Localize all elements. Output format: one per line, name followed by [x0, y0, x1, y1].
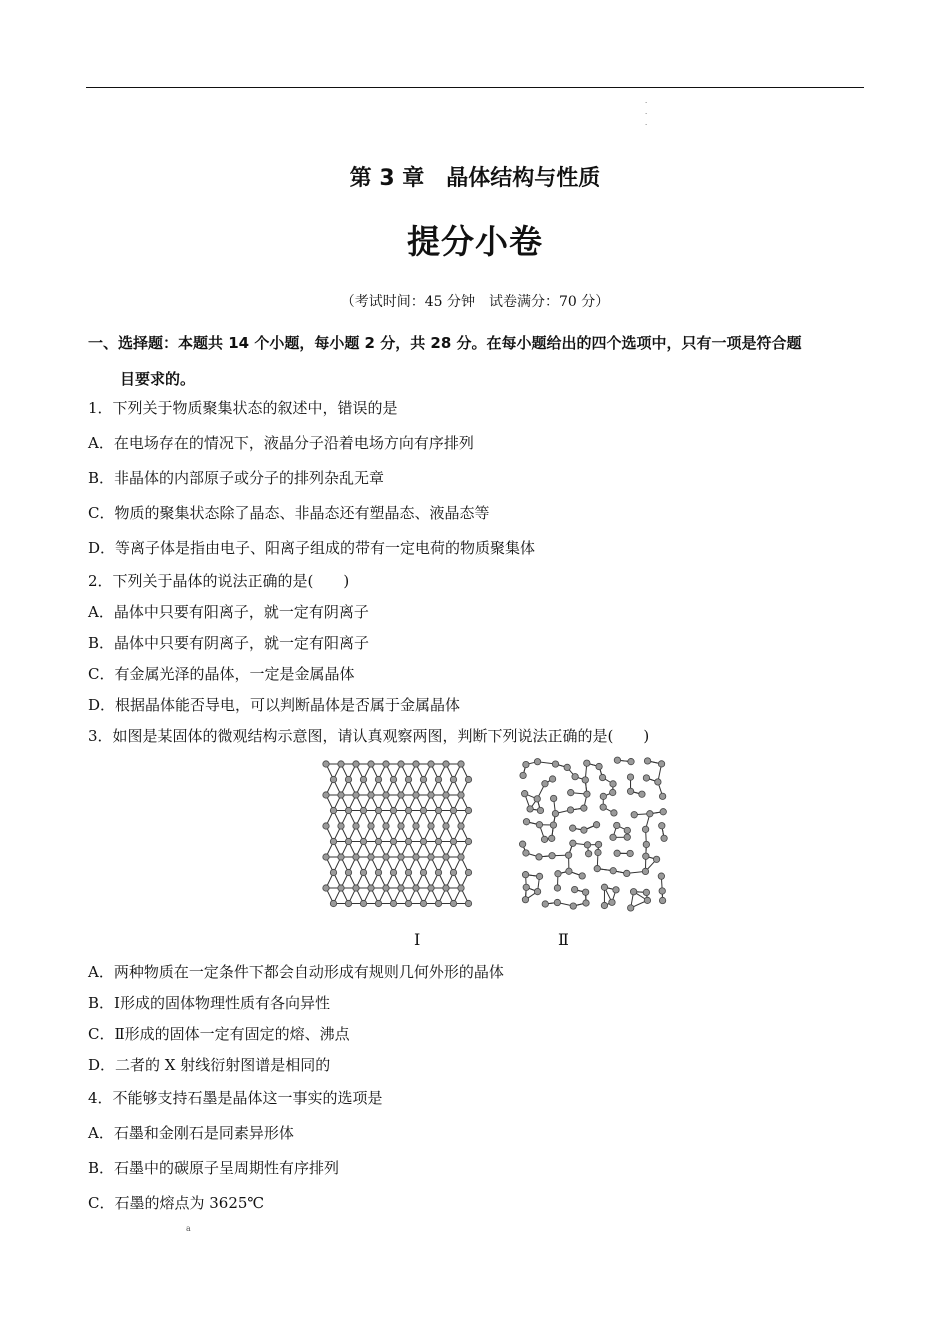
atom: [601, 884, 607, 890]
atom: [630, 889, 636, 895]
atom: [345, 900, 351, 906]
atom: [596, 763, 602, 769]
atom: [631, 812, 637, 818]
atom: [338, 761, 344, 767]
header-marks: · · ·: [645, 99, 648, 129]
atom: [643, 775, 649, 781]
atom: [443, 792, 449, 798]
atom: [536, 822, 542, 828]
q1-option-d: D．等离子体是指由电子、阳离子组成的带有一定电荷的物质聚集体: [88, 539, 536, 557]
atom: [450, 869, 456, 875]
atom: [338, 854, 344, 860]
atom: [519, 841, 525, 847]
q2-option-a: A．晶体中只要有阳离子，就一定有阴离子: [88, 603, 369, 621]
atom: [644, 897, 650, 903]
atom: [405, 869, 411, 875]
atom: [659, 888, 665, 894]
q3-option-b: B．Ⅰ形成的固体物理性质有各向异性: [88, 994, 330, 1012]
atom: [375, 869, 381, 875]
atom: [390, 776, 396, 782]
atom: [567, 807, 573, 813]
atom: [413, 854, 419, 860]
atom: [523, 761, 529, 767]
atom: [428, 761, 434, 767]
q1-option-c: C．物质的聚集状态除了晶态、非晶态还有塑晶态、液晶态等: [88, 504, 490, 522]
atom: [323, 854, 329, 860]
atom: [383, 761, 389, 767]
structure-figure: [316, 756, 678, 924]
atom: [345, 776, 351, 782]
atom: [655, 779, 661, 785]
q2-option-d: D．根据晶体能否导电，可以判断晶体是否属于金属晶体: [88, 696, 461, 714]
atom: [624, 870, 630, 876]
atom: [643, 889, 649, 895]
atom: [323, 792, 329, 798]
atom: [390, 807, 396, 813]
atom: [360, 838, 366, 844]
q4-option-c: C．石墨的熔点为 3625℃: [88, 1194, 265, 1212]
atom: [465, 869, 471, 875]
atom: [368, 792, 374, 798]
atom: [570, 840, 576, 846]
atom: [610, 868, 616, 874]
atom: [541, 836, 547, 842]
atom: [600, 793, 606, 799]
atom: [565, 852, 571, 858]
atom: [585, 851, 591, 857]
atom: [420, 776, 426, 782]
atom: [571, 886, 577, 892]
q1-option-b: B．非晶体的内部原子或分子的排列杂乱无章: [88, 469, 385, 487]
atom: [330, 776, 336, 782]
atom: [614, 850, 620, 856]
atom: [405, 838, 411, 844]
atom: [398, 854, 404, 860]
atom: [405, 807, 411, 813]
figure-label-ii: Ⅱ: [558, 930, 569, 949]
atom: [643, 853, 649, 859]
atom: [345, 838, 351, 844]
atom: [659, 823, 665, 829]
atom: [554, 885, 560, 891]
atom: [579, 873, 585, 879]
atom: [368, 823, 374, 829]
atom: [564, 764, 570, 770]
atom: [570, 903, 576, 909]
q3-stem: 3．如图是某固体的微观结构示意图，请认真观察两图，判断下列说法正确的是( ): [88, 727, 650, 745]
atom: [435, 838, 441, 844]
atom: [383, 823, 389, 829]
chapter-title: 第 3 章 晶体结构与性质: [349, 166, 601, 191]
atom: [542, 781, 548, 787]
atom: [360, 869, 366, 875]
atom: [627, 788, 633, 794]
atom: [658, 761, 664, 767]
atom: [536, 854, 542, 860]
atom: [420, 869, 426, 875]
atom: [435, 900, 441, 906]
atom: [420, 900, 426, 906]
atom: [390, 900, 396, 906]
atom: [368, 885, 374, 891]
header-rule: [86, 87, 864, 88]
atom: [584, 760, 590, 766]
atom: [383, 792, 389, 798]
atom: [628, 758, 634, 764]
atom: [353, 792, 359, 798]
atom: [428, 854, 434, 860]
atom: [360, 776, 366, 782]
amorphous-structure-II: [519, 757, 667, 911]
atom: [599, 774, 605, 780]
atom: [330, 900, 336, 906]
atom: [398, 885, 404, 891]
atom: [375, 838, 381, 844]
atom: [323, 885, 329, 891]
q3-option-d: D．二者的 X 射线衍射图谱是相同的: [88, 1056, 331, 1074]
atom: [659, 793, 665, 799]
atom: [353, 854, 359, 860]
atom: [521, 790, 527, 796]
atom: [443, 885, 449, 891]
atom: [659, 897, 665, 903]
atom: [435, 776, 441, 782]
atom: [572, 774, 578, 780]
atom: [658, 873, 664, 879]
q2-stem: 2．下列关于晶体的说法正确的是( ): [88, 572, 350, 590]
atom: [405, 900, 411, 906]
q3-option-a: A．两种物质在一定条件下都会自动形成有规则几何外形的晶体: [88, 963, 504, 981]
atom: [338, 885, 344, 891]
atom: [555, 871, 561, 877]
q4-option-b: B．石墨中的碳原子呈周期性有序排列: [88, 1159, 340, 1177]
atom: [628, 905, 634, 911]
atom: [360, 900, 366, 906]
crystal-structure-I: [323, 761, 472, 907]
atom: [428, 823, 434, 829]
atom: [345, 869, 351, 875]
atom: [550, 795, 556, 801]
atom: [458, 854, 464, 860]
atom: [522, 871, 528, 877]
atom: [611, 810, 617, 816]
atom: [443, 823, 449, 829]
atom: [323, 823, 329, 829]
atom: [450, 900, 456, 906]
atom: [550, 822, 556, 828]
atom: [450, 838, 456, 844]
atom: [390, 869, 396, 875]
atom: [465, 900, 471, 906]
atom: [582, 777, 588, 783]
atom: [639, 791, 645, 797]
atom: [458, 885, 464, 891]
atom: [523, 819, 529, 825]
atom: [383, 854, 389, 860]
atom: [465, 776, 471, 782]
atom: [583, 900, 589, 906]
atom: [360, 807, 366, 813]
atom: [552, 761, 558, 767]
atom: [390, 838, 396, 844]
atom: [338, 823, 344, 829]
atom: [413, 761, 419, 767]
atom: [568, 789, 574, 795]
atom: [627, 850, 633, 856]
atom: [420, 838, 426, 844]
atom: [450, 807, 456, 813]
atom: [428, 792, 434, 798]
atom: [413, 792, 419, 798]
section-heading: [88, 325, 863, 397]
atom: [375, 900, 381, 906]
atom: [520, 772, 526, 778]
atom: [435, 869, 441, 875]
atom: [465, 838, 471, 844]
atom: [458, 792, 464, 798]
atom: [643, 841, 649, 847]
atom: [613, 887, 619, 893]
atom: [610, 781, 616, 787]
atom: [653, 856, 659, 862]
atom: [398, 792, 404, 798]
atom: [330, 869, 336, 875]
atom: [642, 868, 648, 874]
atom: [614, 822, 620, 828]
atom: [443, 761, 449, 767]
atom: [644, 758, 650, 764]
atom: [420, 807, 426, 813]
atom: [600, 804, 606, 810]
section-line-1: 一、选择题：本题共 14 个小题，每小题 2 分，共 28 分。在每小题给出的四个选项中，只有一项是符合题: [88, 334, 802, 352]
atom: [443, 854, 449, 860]
atom: [554, 899, 560, 905]
atom: [593, 822, 599, 828]
atom: [450, 776, 456, 782]
atom: [614, 757, 620, 763]
atom: [353, 885, 359, 891]
atom: [624, 827, 630, 833]
atom: [549, 776, 555, 782]
atom: [375, 776, 381, 782]
atom: [581, 805, 587, 811]
atom: [534, 796, 540, 802]
atom: [549, 835, 555, 841]
atom: [647, 811, 653, 817]
atom: [601, 902, 607, 908]
atom: [338, 792, 344, 798]
atom: [627, 774, 633, 780]
q1-stem: 1．下列关于物质聚集状态的叙述中，错误的是: [88, 399, 398, 417]
atom: [642, 826, 648, 832]
atom: [624, 834, 630, 840]
atom: [610, 789, 616, 795]
atom: [549, 853, 555, 859]
atom: [323, 761, 329, 767]
atom: [660, 809, 666, 815]
atom: [537, 807, 543, 813]
atom: [523, 850, 529, 856]
atom: [398, 823, 404, 829]
atom: [595, 841, 601, 847]
atom: [345, 807, 351, 813]
atom: [375, 807, 381, 813]
atom: [582, 889, 588, 895]
atom: [569, 825, 575, 831]
atom: [610, 834, 616, 840]
atom: [398, 761, 404, 767]
atom: [552, 810, 558, 816]
atom: [405, 776, 411, 782]
atom: [523, 884, 529, 890]
atom: [330, 838, 336, 844]
q4-option-a: A．石墨和金刚石是同素异形体: [88, 1124, 294, 1142]
atom: [595, 849, 601, 855]
section-line-2: 目要求的。: [120, 370, 196, 388]
atom: [534, 888, 540, 894]
atom: [581, 827, 587, 833]
atom: [536, 873, 542, 879]
atom: [428, 885, 434, 891]
exam-info: （考试时间：45 分钟 试卷满分：70 分）: [340, 294, 610, 310]
atom: [534, 758, 540, 764]
atom: [542, 901, 548, 907]
atom: [584, 842, 590, 848]
atom: [584, 791, 590, 797]
atom: [566, 868, 572, 874]
atom: [458, 761, 464, 767]
q2-option-b: B．晶体中只要有阴离子，就一定有阳离子: [88, 634, 370, 652]
atom: [383, 885, 389, 891]
q3-option-c: C．Ⅱ形成的固体一定有固定的熔、沸点: [88, 1025, 350, 1043]
atom: [368, 761, 374, 767]
atom: [594, 865, 600, 871]
atom: [368, 854, 374, 860]
atom: [353, 823, 359, 829]
atom: [413, 823, 419, 829]
atom: [527, 806, 533, 812]
atom: [465, 807, 471, 813]
page-mark: a: [186, 1224, 191, 1233]
atom: [413, 885, 419, 891]
atom: [353, 761, 359, 767]
paper-title: 提分小卷: [407, 222, 543, 261]
q2-option-c: C．有金属光泽的晶体，一定是金属晶体: [88, 665, 355, 683]
atom: [522, 896, 528, 902]
q4-stem: 4．不能够支持石墨是晶体这一事实的选项是: [88, 1089, 383, 1107]
atom: [609, 899, 615, 905]
atom: [330, 807, 336, 813]
q1-option-a: A．在电场存在的情况下，液晶分子沿着电场方向有序排列: [88, 434, 474, 452]
atom: [458, 823, 464, 829]
atom: [661, 835, 667, 841]
figure-label-i: Ⅰ: [414, 930, 421, 949]
atom: [435, 807, 441, 813]
